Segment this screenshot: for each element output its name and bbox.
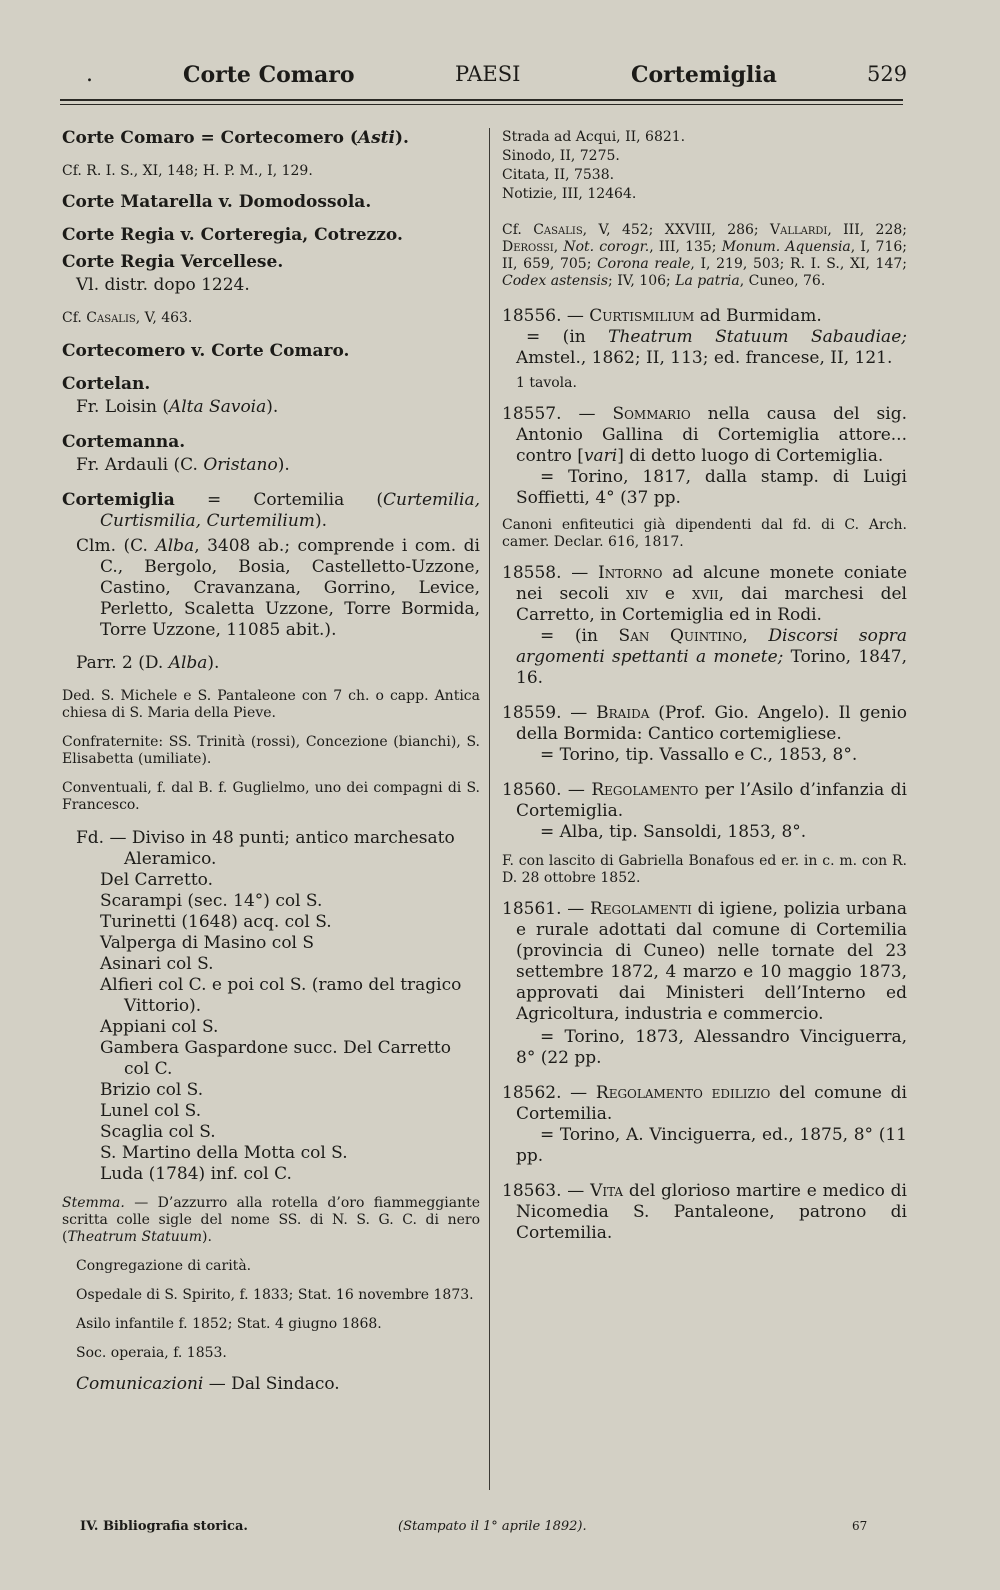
fd-item: Scarampi (sec. 14°) col S. <box>100 891 323 911</box>
ref-line: Cf. R. I. S., XI, 148; H. P. M., I, 129. <box>62 163 313 179</box>
entry-18562: 18562. — Regolamento edilizio del comune di Cortemilia. <box>502 1083 907 1124</box>
entry-cortecomero: Cortecomero v. Corte Comaro. <box>62 341 350 361</box>
entry-corte-comaro: Corte Comaro = Cortecomero (Asti). <box>62 128 409 148</box>
column-divider <box>489 128 490 1490</box>
header-right-term: Cortemiglia <box>631 62 777 88</box>
entry-18560-pub: = Alba, tip. Sansoldi, 1853, 8°. <box>540 822 807 842</box>
fd-item: Valperga di Masino col S <box>100 933 315 953</box>
entry-18556: 18556. — Curtismilium ad Burmidam. <box>502 306 822 326</box>
fd-item: Lunel col S. <box>100 1101 202 1121</box>
right-column <box>502 128 907 1243</box>
note-line: Soc. operaia, f. 1853. <box>76 1345 227 1361</box>
note-line: F. con lascito di Gabriella Bonafous ed er. in c. m. con R. D. 28 ottobre 1852. <box>502 853 907 886</box>
fd-item: Gambera Gaspardone succ. Del Carretto col C. <box>100 1038 451 1079</box>
entry-18560: 18560. — Regolamento per l’Asilo d’infanzia di Cortemiglia. <box>502 780 907 821</box>
footer-sheet-number: 67 <box>852 1519 868 1533</box>
entry-18559: 18559. — Braida (Prof. Gio. Angelo). Il genio della Bormida: Cantico cortemigliese. <box>502 703 907 744</box>
note-line: Congregazione di carità. <box>76 1258 252 1274</box>
fd-item: Alfieri col C. e poi col S. (ramo del tragico Vittorio). <box>100 975 462 1016</box>
fd-item: Luda (1784) inf. col C. <box>100 1164 292 1184</box>
note-line: Canoni enfiteutici già dipendenti dal fd. di C. Arch. camer. Declar. 616, 1817. <box>502 517 907 550</box>
running-header <box>0 62 1000 98</box>
cf-note: Cf. Casalis, V, 452; XXVIII, 286; Vallardi, III, 228; Derossi, Not. corogr., III, 135; Monum. Aquensia, I, 716; II, 659, 705; Corona reale, I, 219, 503; R. I. S., XI, 147; Codex astensis; IV, 106; La patria, Cuneo, 76. <box>502 222 907 289</box>
ref-line: Sinodo, II, 7275. <box>502 148 620 164</box>
ref-line: Strada ad Acqui, II, 6821. <box>502 129 686 145</box>
fd-item: Asinari col S. <box>100 954 214 974</box>
entry-18557: 18557. — Sommario nella causa del sig. Antonio Gallina di Cortemiglia attore... contro [vari] di detto luogo di Cortemiglia. <box>502 404 907 466</box>
page-number: 529 <box>867 62 908 86</box>
comunicazioni-line: Comunicazioni — Dal Sindaco. <box>76 1374 340 1394</box>
footer-print-date: (Stampato il 1° aprile 1892). <box>398 1519 587 1534</box>
entry-cortelan: Cortelan. <box>62 374 151 394</box>
text-line: Fr. Ardauli (C. Oristano). <box>76 455 290 475</box>
entry-18559-pub: = Torino, tip. Vassallo e C., 1853, 8°. <box>540 745 858 765</box>
fd-item: Scaglia col S. <box>100 1122 216 1142</box>
entry-cortemanna: Cortemanna. <box>62 432 186 452</box>
note-line: Ospedale di S. Spirito, f. 1833; Stat. 16 novembre 1873. <box>76 1287 474 1303</box>
note-line: 1 tavola. <box>516 375 577 391</box>
text-line: Clm. (C. Alba, 3408 ab.; comprende i com. di C., Bergolo, Bosia, Castelletto-Uzzone, Castino, Cravanzana, Gorrino, Levice, Perletto, Scaletta Uzzone, Torre Bormida, Torre Uzzone, 11085 abit.). <box>76 536 480 640</box>
note-line: Conventuali, f. dal B. f. Guglielmo, uno dei compagni di S. Francesco. <box>62 780 480 813</box>
text-line: Parr. 2 (D. Alba). <box>76 653 220 673</box>
text-line: Vl. distr. dopo 1224. <box>76 275 250 295</box>
header-dot: . <box>86 62 93 87</box>
footer-signature: IV. Bibliografia storica. <box>80 1519 248 1534</box>
fd-item: Turinetti (1648) acq. col S. <box>100 912 332 932</box>
header-left-term: Corte Comaro <box>183 62 355 88</box>
stemma-note: Stemma. — D’azzurro alla rotella d’oro fiammeggiante scritta colle sigle del nome SS. di N. S. G. C. di nero (Theatrum Statuum). <box>62 1195 480 1245</box>
note-line: Asilo infantile f. 1852; Stat. 4 giugno 1868. <box>76 1316 382 1332</box>
text-line: Fr. Loisin (Alta Savoia). <box>76 397 279 417</box>
fd-list <box>62 828 480 1185</box>
header-rule-thick <box>60 99 903 101</box>
entry-cortemiglia: Cortemiglia = Cortemilia (Curtemilia, Curtismilia, Curtemilium). <box>62 490 480 531</box>
fd-item: Brizio col S. <box>100 1080 204 1100</box>
note-line: Confraternite: SS. Trinità (rossi), Concezione (bianchi), S. Elisabetta (umiliate). <box>62 734 480 767</box>
entry-18563: 18563. — Vita del glorioso martire e medico di Nicomedia S. Pantaleone, patrono di Cortemilia. <box>502 1181 907 1243</box>
entry-18562-pub: = Torino, A. Vinciguerra, ed., 1875, 8° (11 pp. <box>516 1125 907 1166</box>
entry-18556-pub: = (in Theatrum Statuum Sabaudiae; Amstel., 1862; II, 113; ed. francese, II, 121. <box>516 327 907 368</box>
entry-18561: 18561. — Regolamenti di igiene, polizia urbana e rurale adottati dal comune di Cortemilia (provincia di Cuneo) nelle tornate del 23 settembre 1872, 4 marzo e 10 maggio 1873, approvati dai Ministeri dell’Interno ed Agricoltura, industria e commercio. <box>502 899 907 1024</box>
entry-corte-matarella: Corte Matarella v. Domodossola. <box>62 192 372 212</box>
ref-line: Cf. Casalis, V, 463. <box>62 310 193 326</box>
fd-item: Del Carretto. <box>100 870 213 890</box>
fd-item: Fd. — Diviso in 48 punti; antico marchesato Aleramico. <box>76 828 455 869</box>
ref-line: Notizie, III, 12464. <box>502 186 637 202</box>
entry-18558: 18558. — Intorno ad alcune monete coniate nei secoli xiv e xvii, dai marchesi del Carretto, in Cortemiglia ed in Rodi. <box>502 563 907 625</box>
header-section: PAESI <box>455 62 521 86</box>
entry-18557-pub: = Torino, 1817, dalla stamp. di Luigi Soffietti, 4° (37 pp. <box>516 467 907 508</box>
left-column <box>62 128 480 1394</box>
header-rule-thin <box>60 104 903 105</box>
entry-18558-pub: = (in San Quintino, Discorsi sopra argomenti spettanti a monete; Torino, 1847, 16. <box>516 626 907 688</box>
entry-corte-regia-vercellese: Corte Regia Vercellese. <box>62 252 284 272</box>
entry-18561-pub: = Torino, 1873, Alessandro Vinciguerra, 8° (22 pp. <box>516 1027 907 1068</box>
note-line: Ded. S. Michele e S. Pantaleone con 7 ch. o capp. Antica chiesa di S. Maria della Pieve. <box>62 688 480 721</box>
fd-item: Appiani col S. <box>100 1017 219 1037</box>
fd-item: S. Martino della Motta col S. <box>100 1143 348 1163</box>
ref-line: Citata, II, 7538. <box>502 167 615 183</box>
entry-corte-regia: Corte Regia v. Corteregia, Cotrezzo. <box>62 225 403 245</box>
